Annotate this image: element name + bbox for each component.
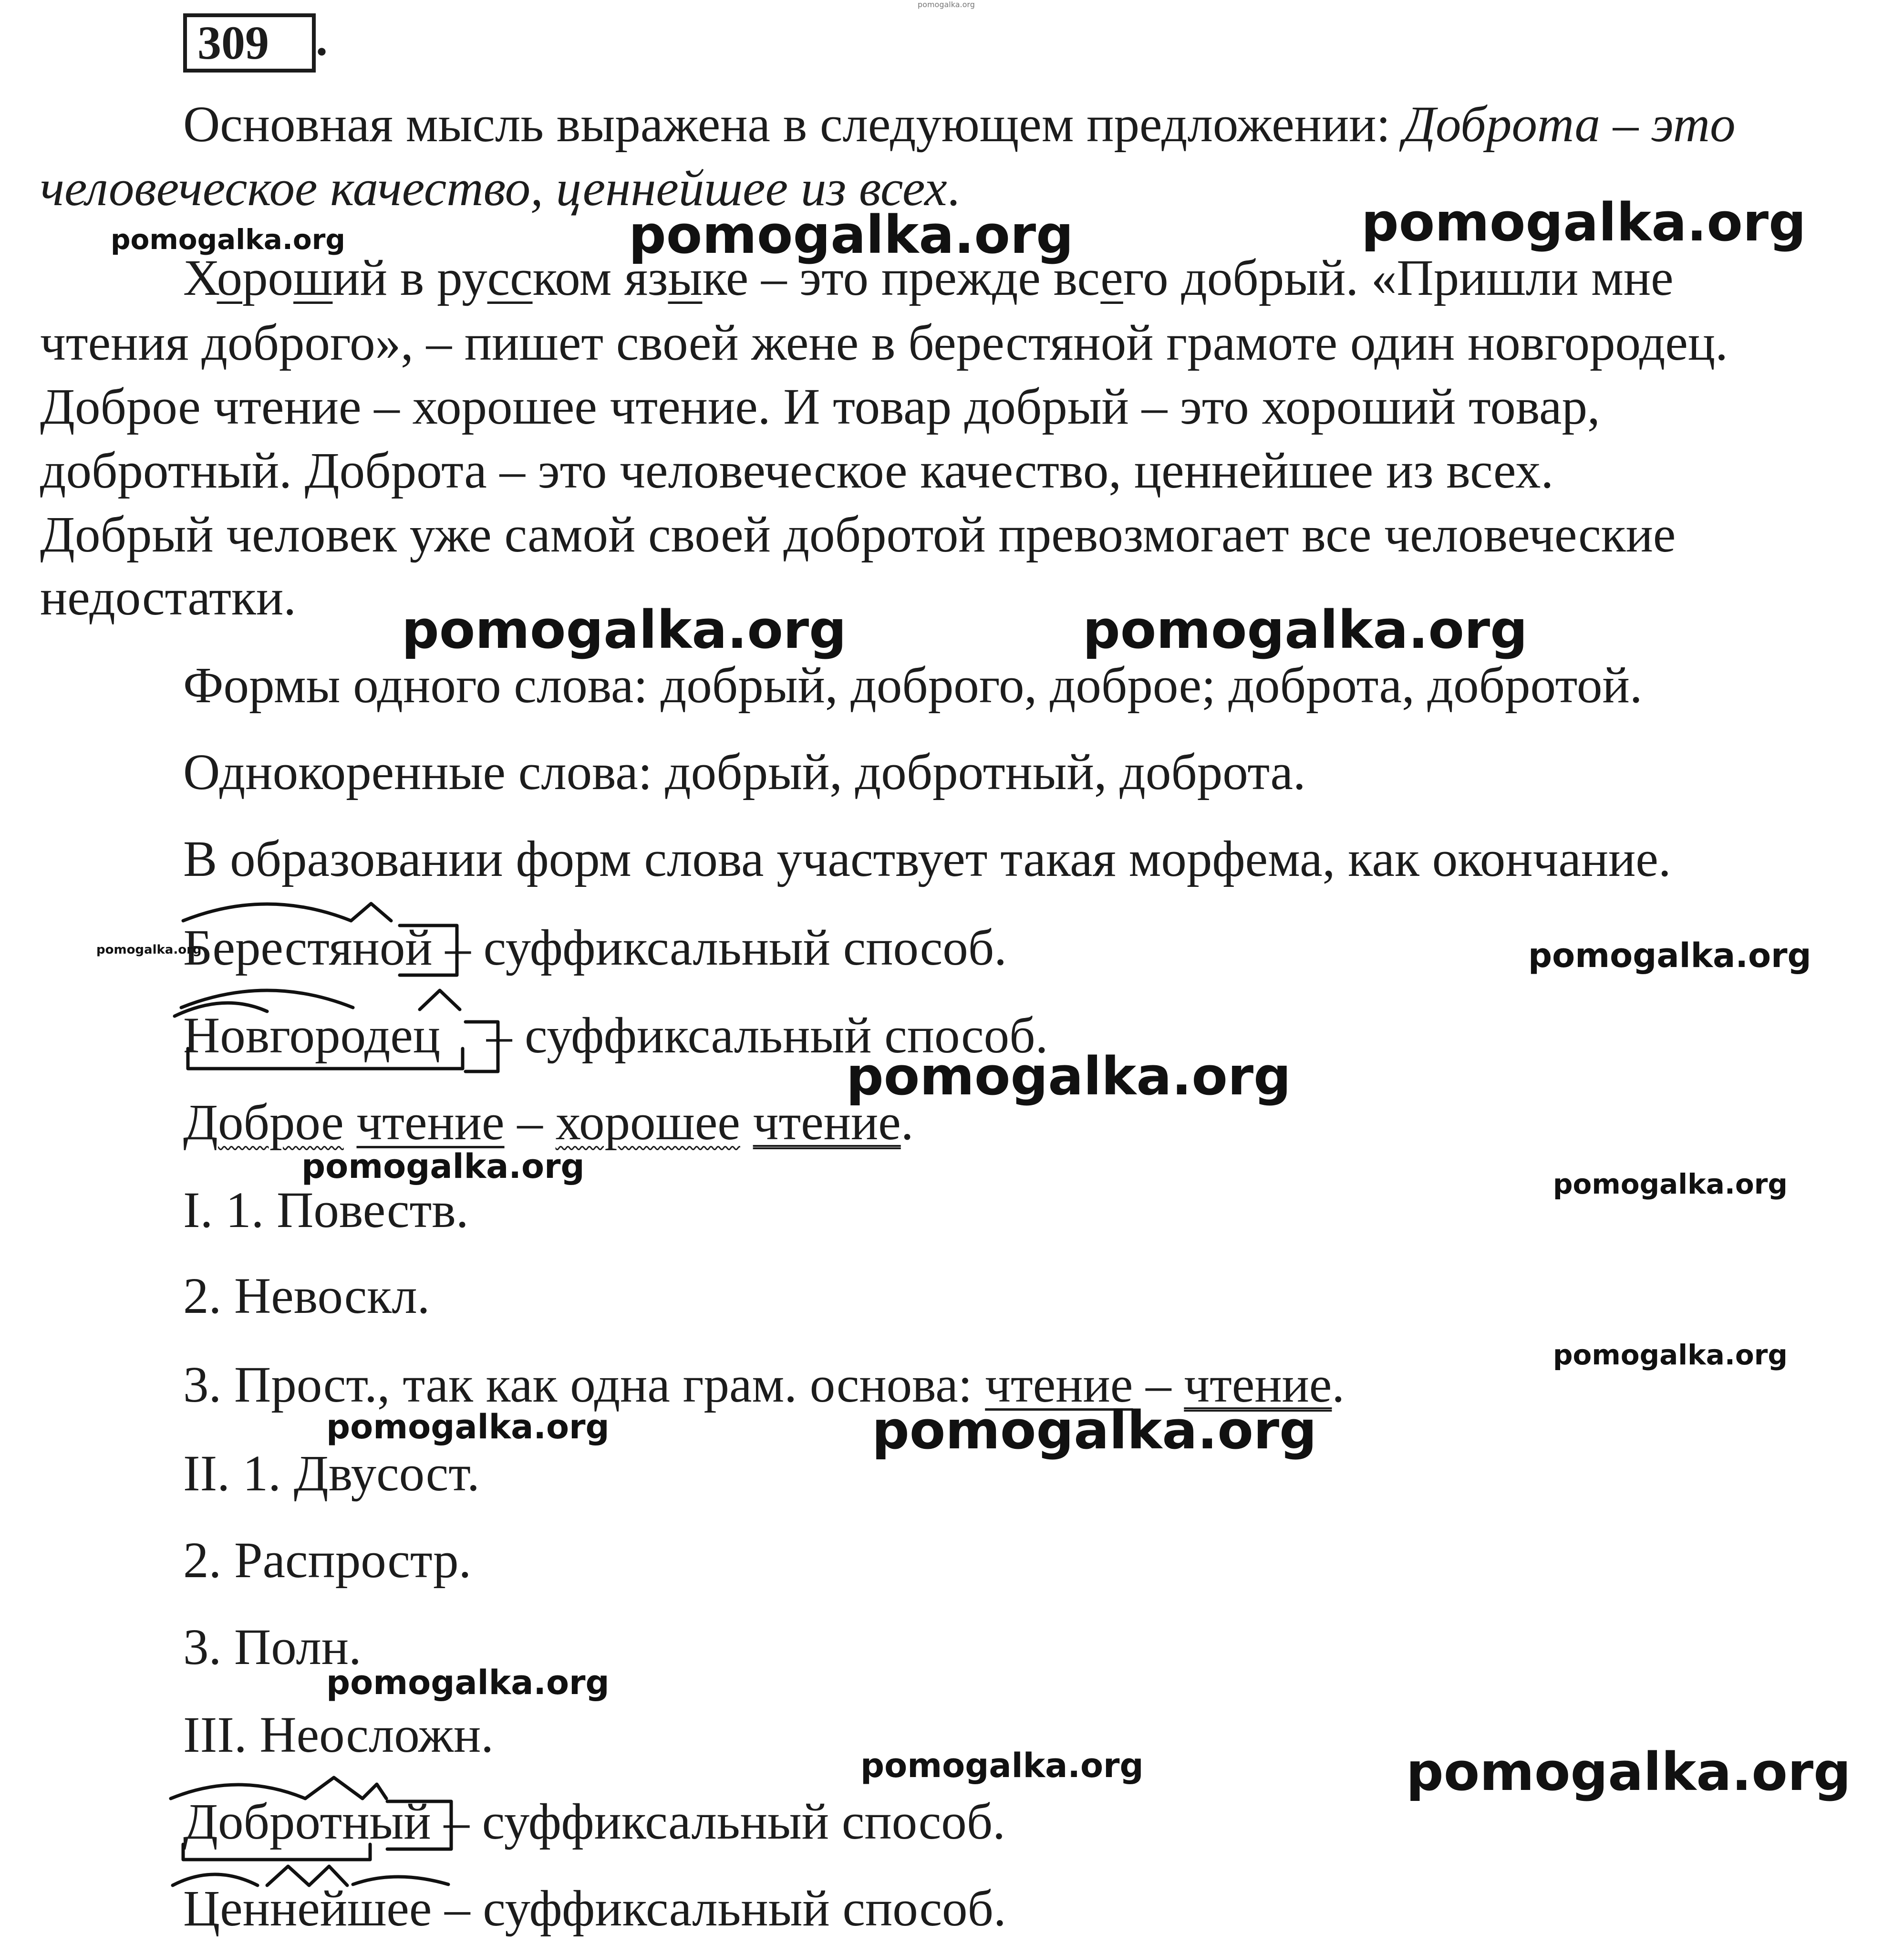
- text-line-2: чтения доброго», – пишет своей жене в берестяной грамоте один новгородец.: [40, 315, 1728, 371]
- analysis-4: II. 1. Двусост.: [183, 1445, 480, 1502]
- watermark: pomogalka.org: [301, 1147, 585, 1186]
- root-arc: [173, 1874, 258, 1885]
- watermark: pomogalka.org: [1528, 936, 1811, 975]
- watermark: pomogalka.org: [326, 1407, 610, 1446]
- text-line-4: добротный. Доброта – это человеческое качество, ценнейшее из всех.: [40, 443, 1554, 499]
- morpheme-line: В образовании форм слова участвует такая морфема, как окончание.: [183, 831, 1671, 887]
- predicate-mod: хорошее: [555, 1094, 740, 1151]
- watermark: pomogalka.org: [1553, 1339, 1788, 1371]
- suffix-caret: [305, 1778, 362, 1799]
- tx: ке – это прежде вс: [702, 250, 1101, 306]
- ending-arc: [353, 1877, 448, 1884]
- watermark: pomogalka.org: [1553, 1168, 1788, 1200]
- suffix-caret: [351, 904, 391, 921]
- spelling-mark: о: [217, 250, 243, 306]
- predicate: чтение: [1184, 1357, 1332, 1413]
- intro-italic-2: человеческое качество, ценнейшее из всех: [40, 160, 947, 217]
- ending-box: [400, 926, 457, 975]
- watermark: pomogalka.org: [860, 1746, 1144, 1785]
- spelling-mark: сс: [487, 250, 533, 306]
- watermark: pomogalka.org: [918, 0, 975, 9]
- subject: чтение: [356, 1094, 505, 1151]
- ending-box: [466, 1022, 498, 1071]
- watermark: pomogalka.org: [846, 1046, 1291, 1107]
- suffix-caret: [420, 990, 460, 1009]
- period: .: [1332, 1357, 1345, 1413]
- dash: –: [1133, 1357, 1184, 1413]
- text-line-3: Доброе чтение – хорошее чтение. И товар добрый – это хороший товар,: [40, 379, 1600, 435]
- suffix-caret-2: [309, 1866, 347, 1885]
- period: .: [900, 1094, 914, 1151]
- spelling-mark: ы: [668, 250, 703, 306]
- rest: – суффиксальный способ.: [474, 1008, 1048, 1064]
- analysis-1: I. 1. Повеств.: [183, 1182, 469, 1238]
- tx: ро: [242, 250, 294, 306]
- analysis-5: 2. Распростр.: [183, 1532, 472, 1589]
- watermark: pomogalka.org: [629, 204, 1074, 265]
- forms-line: Формы одного слова: добрый, доброго, доброе; доброта, добротой.: [183, 657, 1643, 714]
- suffix-caret-2: [362, 1784, 386, 1799]
- text-line-5: Добрый человек уже самой своей добротой превозмогает все человеческие: [40, 507, 1676, 563]
- watermark: pomogalka.org: [1361, 192, 1806, 253]
- watermark: pomogalka.org: [96, 943, 202, 957]
- watermark: pomogalka.org: [1083, 599, 1528, 660]
- spelling-mark: ш: [293, 250, 333, 306]
- analysis-2: 2. Невоскл.: [183, 1268, 430, 1324]
- tx: 3. Прост., так как одна грам. основа:: [183, 1357, 985, 1413]
- suffix-caret: [267, 1866, 309, 1885]
- exercise-number: 309: [183, 13, 316, 73]
- intro-plain: Основная мысль выражена в следующем предложении:: [183, 96, 1403, 153]
- predicate: чтение: [753, 1094, 901, 1151]
- exercise-number-dot: .: [316, 12, 328, 65]
- tx: Х: [183, 250, 217, 306]
- watermark: pomogalka.org: [326, 1663, 610, 1702]
- base-bracket: [183, 1844, 370, 1860]
- rest: – суффиксальный способ.: [432, 920, 1007, 976]
- watermark: pomogalka.org: [1406, 1741, 1851, 1802]
- ending-box: [387, 1801, 451, 1849]
- watermark: pomogalka.org: [872, 1400, 1317, 1461]
- analysis-7: III. Неосложн.: [183, 1707, 494, 1763]
- word: Ценнейшее: [183, 1881, 432, 1937]
- intro-end: .: [947, 160, 960, 217]
- tx: ий в ру: [332, 250, 487, 306]
- tx: го добрый. «Пришли мне: [1123, 250, 1674, 306]
- spelling-mark: е: [1100, 250, 1123, 306]
- root-arc: [183, 904, 351, 921]
- rest: – суффиксальный способ.: [431, 1794, 1005, 1850]
- subject: чтение: [985, 1357, 1133, 1413]
- predicate-mod: Доброе: [183, 1094, 344, 1151]
- text-line-6: недостатки.: [40, 570, 296, 626]
- watermark: pomogalka.org: [402, 599, 847, 660]
- analysis-6: 3. Полн.: [183, 1619, 362, 1675]
- tx: ком яз: [532, 250, 668, 306]
- root-arc: [171, 1785, 305, 1799]
- word: Добротный: [183, 1794, 431, 1850]
- rest: – суффиксальный способ.: [432, 1881, 1006, 1937]
- cognates-line: Однокоренные слова: добрый, добротный, доброта.: [183, 744, 1306, 801]
- word: Берестяной: [183, 920, 433, 976]
- intro-italic-1: Доброта – это: [1403, 96, 1736, 153]
- base-bracket: [188, 1049, 463, 1069]
- watermark: pomogalka.org: [111, 223, 345, 256]
- word: Новгородец: [183, 1008, 441, 1064]
- dash: –: [504, 1094, 556, 1151]
